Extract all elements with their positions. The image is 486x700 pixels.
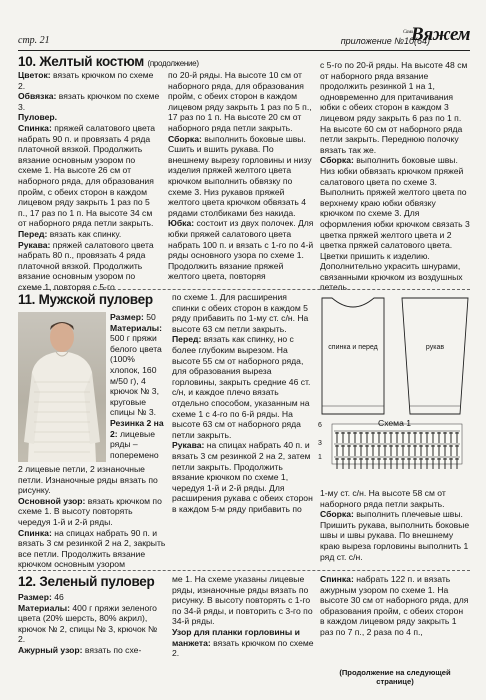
paragraph [172,440,314,514]
paragraph-text: на спицах набрать 90 п. и вязать 3 см резинкой 2 на 2, закрыть все петли. Продолжить вязание крючком основным узором [18,527,166,570]
paragraph-heading: Размер: [18,592,52,602]
issue-label: приложение №10(64) [340,36,430,46]
paragraph [18,229,160,240]
paragraph [168,134,314,219]
paragraph-text: набрать 122 п. и вязать ажурным узором по схеме 1. На высоте 30 см от наборного ряда, для образования пройм, с обеих сторон в каждом лицевом ряду закрыть 1 раз по 7 п., 2 раза по 4 п., [320,574,469,637]
paragraph [168,70,314,134]
paragraph [18,70,160,91]
paragraph-text: 400 г пряжи зеленого цвета (20% шерсть, 80% акрил), крючок № 2, спицы № 3, крючок № 2. [18,602,158,645]
pattern-schematic [318,296,472,486]
paragraph-text: вязать крючком по схеме 1. В высоту повторять чередуя 1-й и 2-й ряды. [18,495,162,527]
paragraph [320,574,470,638]
logo-small-text: Сами [402,30,413,35]
paragraph [172,334,314,440]
scheme-row-number-3: 3 [318,440,322,447]
paragraph-text: выполнить боковые швы. Сшить и вшить рукава. По внешнему вырезу горловины и низу изделия пряжей желтого цвета крючком выполнить обвязку по схеме 3. Низ рукавов пряжей желтого цвета крючком обвязать 4 рядами столбиками без накида. [168,133,312,218]
section-10-column-1 [18,70,160,292]
paragraph-text: 500 г пряжи белого цвета (100% хлопок, 160 м/50 г), 4 крючок № 3, круговые спицы № 3. [110,333,162,418]
paragraph-heading: Цветок: [18,70,51,80]
paragraph [172,627,314,659]
paragraph-heading: Ажурный узор: [18,644,83,655]
paragraph-heading: Юбка: [168,218,195,229]
paragraph-heading: Спинка: [18,122,52,133]
paragraph [110,418,166,460]
paragraph [172,292,314,334]
paragraph [18,123,160,229]
paragraph-text: на спицах набрать 40 п. и вязать 3 см резинкой 2 на 2, затем петли закрыть. Продолжить вязание крючком по схеме 1, чередуя 1-й и 2-й ряды. Для расширения рукава с обеих сторон в каждом 5-м ряду прибавить по [172,440,313,514]
paragraph-text: по схеме 1. Для расширения спинки с обеих сторон в каждом 5 ряду прибавить по 1-му ст. с/н. На высоте 63 см петли закрыть. [172,292,309,334]
paragraph-heading: Сборка: [320,155,354,166]
section-11-column-2 [172,292,314,568]
paragraph-text: 50 [143,312,156,322]
model-photo [18,312,106,462]
paragraph-heading: Резинка 2 на 2: [110,417,164,439]
paragraph-text: 2 лицевые петли, 2 изнаночные петли. Изнаночные ряды вязать по рисунку. [18,464,158,496]
man-in-white-pullover-image [18,312,106,462]
paragraph-heading: Пуловер. [18,112,58,123]
paragraph-heading: Спинка: [320,574,354,584]
scheme-row-number-6: 6 [318,422,322,429]
paragraph [18,240,160,293]
section-10-column-3 [320,60,470,293]
paragraph-text: вязать как спинку, но с более глубоким вырезом. На высоте 55 см от наборного ряда, для образования выреза горловины, закрыть средние 46 ст. с/н, и каждое плечо вязать отдельно способом, указанным на схеме 1 с 4-го по 6-й ряды. На высоте 63 см от наборного ряда петли закрыть. [172,334,311,440]
scheme-row-number-1: 1 [318,454,322,461]
section-12-column-2 [172,574,314,692]
section-divider-2 [18,570,470,571]
section-12-column-1 [18,592,164,692]
sleeve-label: рукав [425,344,445,351]
paragraph [18,496,166,528]
paragraph-heading: Перед: [172,334,202,345]
section-10-column-2 [168,70,314,286]
paragraph-text: с 5-го по 20-й ряды. На высоте 48 см от наборного ряда вязание продолжить резинкой 1 на 1, одновременно для притачивания юбки с обеих сторон в каждом 3 лицевом ряду закрыть 6 раз по 1 п. На высоте 60 см от наборного ряда петли закрыть. Переднюю полочку вязать так же. [320,60,468,155]
magazine-logo [402,24,470,46]
logo-text: Вяжем [410,24,470,45]
section-12-column-3 [320,574,470,670]
paragraph-heading: Материалы: [110,322,163,333]
paragraph [18,112,160,123]
paragraph-text: лицевые ряды – поперемено [110,428,159,460]
paragraph [18,645,164,656]
continued-note: (Продолжение на следующей странице) [339,668,451,686]
paragraph-text: пряжей салатового цвета набрать 90 п. и провязать 4 ряда платочной вязкой. Продолжить вязание основным узором по схеме 1. На высоте 26 см от наборного ряда, для образования пройм, с обеих сторон в каждом лицевом ряду закрыть 1 раз по 5 п., 17 раз по 1 п. На высоте 34 см от наборного ряда петли закрыть. [18,122,156,229]
paragraph-text: пряжей салатового цвета набрать 80 п., провязать 4 ряда платочной вязкой. Продолжить вязание основным узором по схеме 1, повторяя с 5-го [18,239,154,292]
paragraph-heading: Обвязка: [18,91,57,102]
paragraph-text: вязать как спинку. [47,228,122,239]
section-divider [18,289,470,290]
paragraph [320,155,470,293]
paragraph [110,312,166,323]
section-11-column-1 [110,312,166,464]
paragraph-heading: Сборка: [168,133,202,144]
paragraph-text: вязать крючком по схеме 2. [18,70,154,91]
section-12-title: 12. Зеленый пуловер [18,574,155,589]
paragraph [110,323,166,418]
front-back-label: спинка и перед [328,344,378,351]
paragraph-text: по 20-й ряды. На высоте 10 см от наборного ряда, для образования пройм, с обеих сторон в каждом лицевом ряду закрыть 1 раз по 5 п., 17 раз по 1 п. На высоте 20 см от наборного ряда петли закрыть. [168,70,312,133]
paragraph [18,91,160,112]
paragraph-heading: Материалы: [18,602,71,613]
paragraph [320,60,470,155]
paragraph-heading: Размер: [110,312,144,322]
paragraph-text: вязать крючком по схеме 2. [172,637,314,659]
section-10-title [18,54,199,69]
section-10-title-text: 10. Желтый костюм [18,54,144,69]
scheme-1-diagram [318,296,472,486]
paragraph-text: выполнить плечевые швы. Пришить рукава, выполнить боковые швы и швы рукава. По внешнему краю выреза горловины выполнить 1 ряд ст. с/н. [320,509,470,562]
paragraph [320,509,470,562]
paragraph [172,574,314,627]
paragraph [18,603,164,645]
page-number: стр. 21 [18,35,50,46]
paragraph-text: 46 [51,592,64,602]
paragraph-heading: Основной узор: [18,495,86,506]
paragraph-text: состоит из двух полочек. Для юбки пряжей салатового цвета набрать 100 п. и вязать с 1-го по 4-й ряды основного узора по схеме 1. Продолжить вязание пряжей желтого цвета, повторяя [168,218,314,282]
section-11-column-3 [320,488,470,568]
section-11-column-1-bottom [18,464,166,568]
paragraph-text: вязать крючком по схеме 3. [18,91,160,112]
paragraph-heading: Перед: [18,228,48,239]
section-10-title-suffix: (продолжение) [147,59,199,68]
paragraph-heading: Рукава: [18,239,51,250]
paragraph [18,592,164,603]
section-11-title: 11. Мужской пуловер [18,292,153,307]
paragraph [18,464,166,496]
paragraph [168,218,314,282]
paragraph-heading: Спинка: [18,527,52,538]
paragraph-text: ме 1. На схеме указаны лицевые ряды, изнаночные ряды вязать по рисунку. В высоту повторять с 1-го по 34-й ряды, и повторить с 3-го по 34-й ряды. [172,574,313,627]
paragraph-heading: Узор для планки горловины и манжета: [172,626,300,648]
paragraph [320,488,470,509]
paragraph-heading: Сборка: [320,509,354,520]
paragraph-text: выполнить боковые швы. Низ юбки обвязать крючком пряжей салатового цвета по схеме 3. Выполнить пряжей желтого цвета по верхнему краю юбки обвязку крючком по схеме 3. Для оформления юбки крючком связать 3 цветка пряжей желтого цвета и 2 цветка пряжей салатового цвета. Цветки пришить к изделию. Дополнительно украсить шнурами, связанными крючком из воздушных петель. [320,155,470,293]
paragraph-text: 1-му ст. с/н. На высоте 58 см от наборного ряда петли закрыть. [320,488,446,509]
paragraph-text: вязать по схе- [82,644,142,655]
page-header [18,24,470,51]
paragraph [18,528,166,570]
paragraph-heading: Рукава: [172,440,205,451]
scheme-caption: Схема 1 [378,418,412,428]
